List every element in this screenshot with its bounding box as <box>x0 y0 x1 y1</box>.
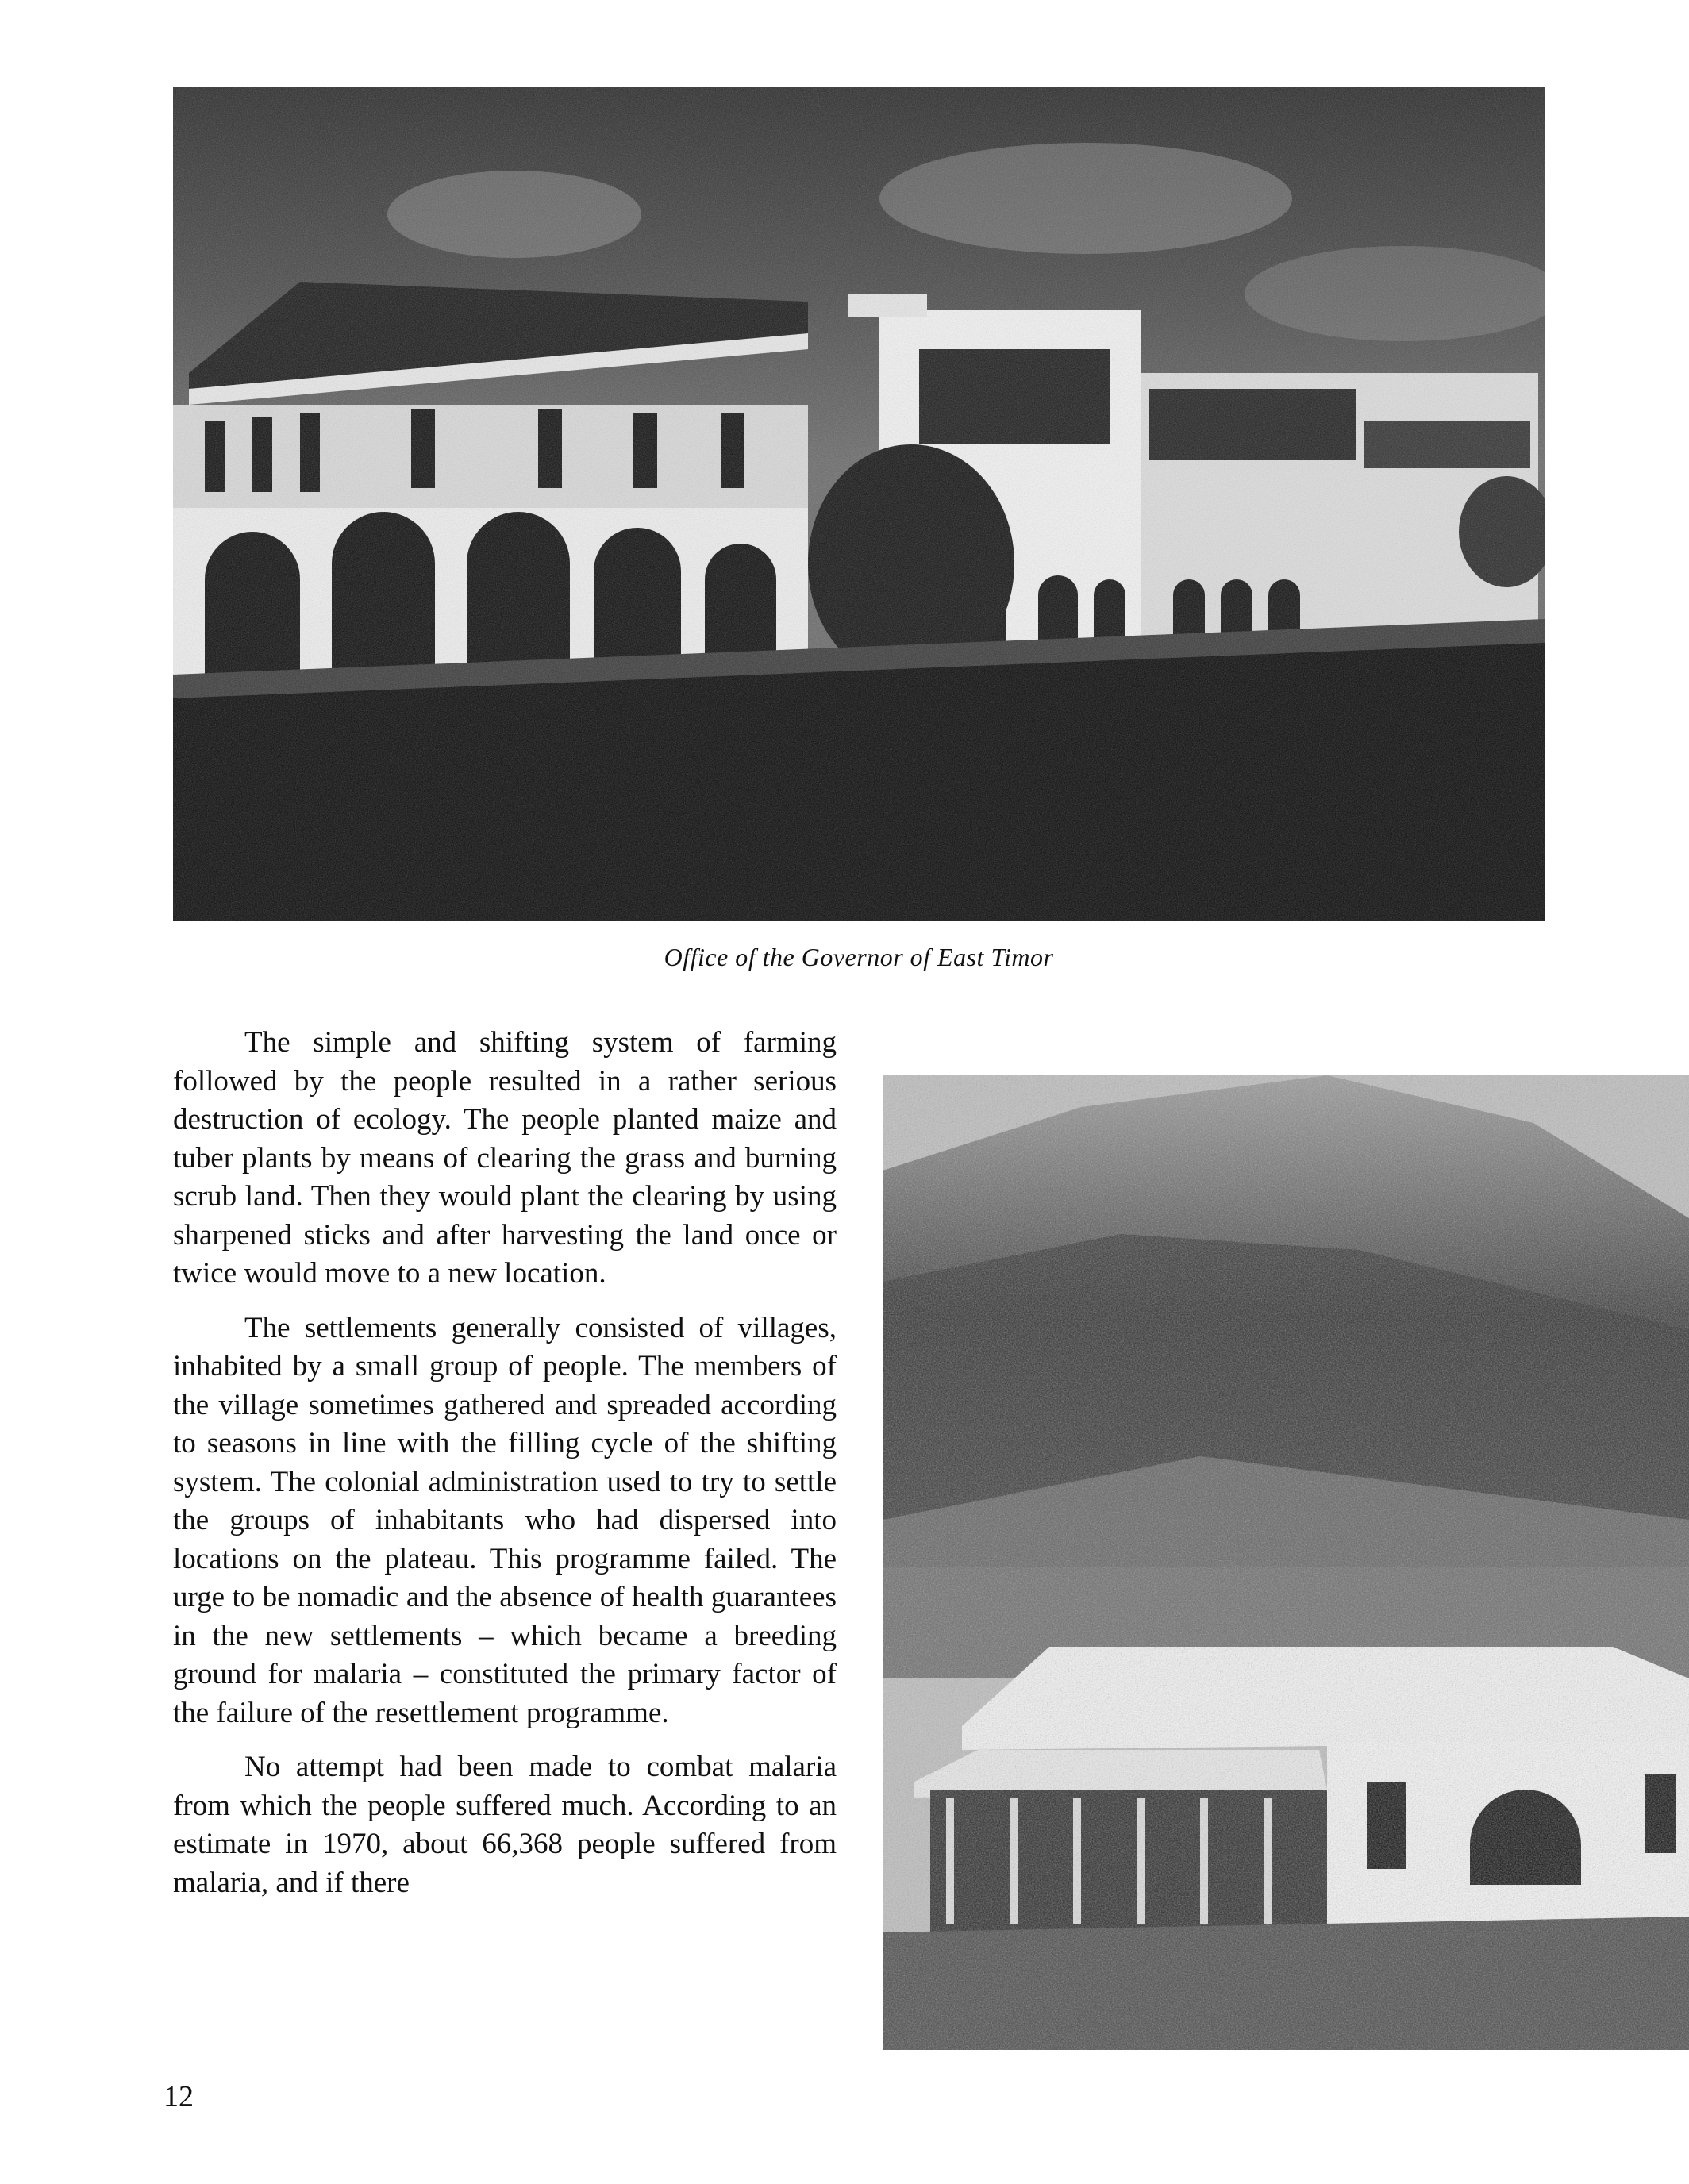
building-photo-icon <box>173 87 1545 921</box>
photo-caption: Office of the Governor of East Timor <box>664 943 1054 971</box>
governor-office-photo <box>173 87 1545 921</box>
body-text-column <box>173 1024 837 1918</box>
paragraph-2: The settlements generally consisted of villages, inhabited by a small group of people. The members of the village sometimes gathered and spreaded according to seasons in line with the filling cycle of the shifting system. The colonial administration used to try to settle the groups of inhabitants who had dispersed into locations on the plateau. This programme failed. The urge to be nomadic and the absence of health guarantees in the new settlements – which became a breeding ground for malaria – constituted the primary factor of the failure of the resettlement programme. <box>173 1311 837 1729</box>
mountain-house-icon <box>883 1075 1689 2050</box>
paragraph-3: No attempt had been made to combat malaria from which the people suffered much. According to an estimate in 1970, about 66,368 people suffered from malaria, and if there <box>173 1751 837 1899</box>
page-number: 12 <box>164 2080 194 2113</box>
mountain-house-photo <box>883 1075 1689 2050</box>
paragraph-1: The simple and shifting system of farming followed by the people resulted in a rather serious destruction of ecology. The people planted maize and tuber plants by means of clearing the grass and burning scrub land. Then they would plant the clearing by using sharpened sticks and after harvesting the land once or twice would move to a new location. <box>173 1026 837 1290</box>
